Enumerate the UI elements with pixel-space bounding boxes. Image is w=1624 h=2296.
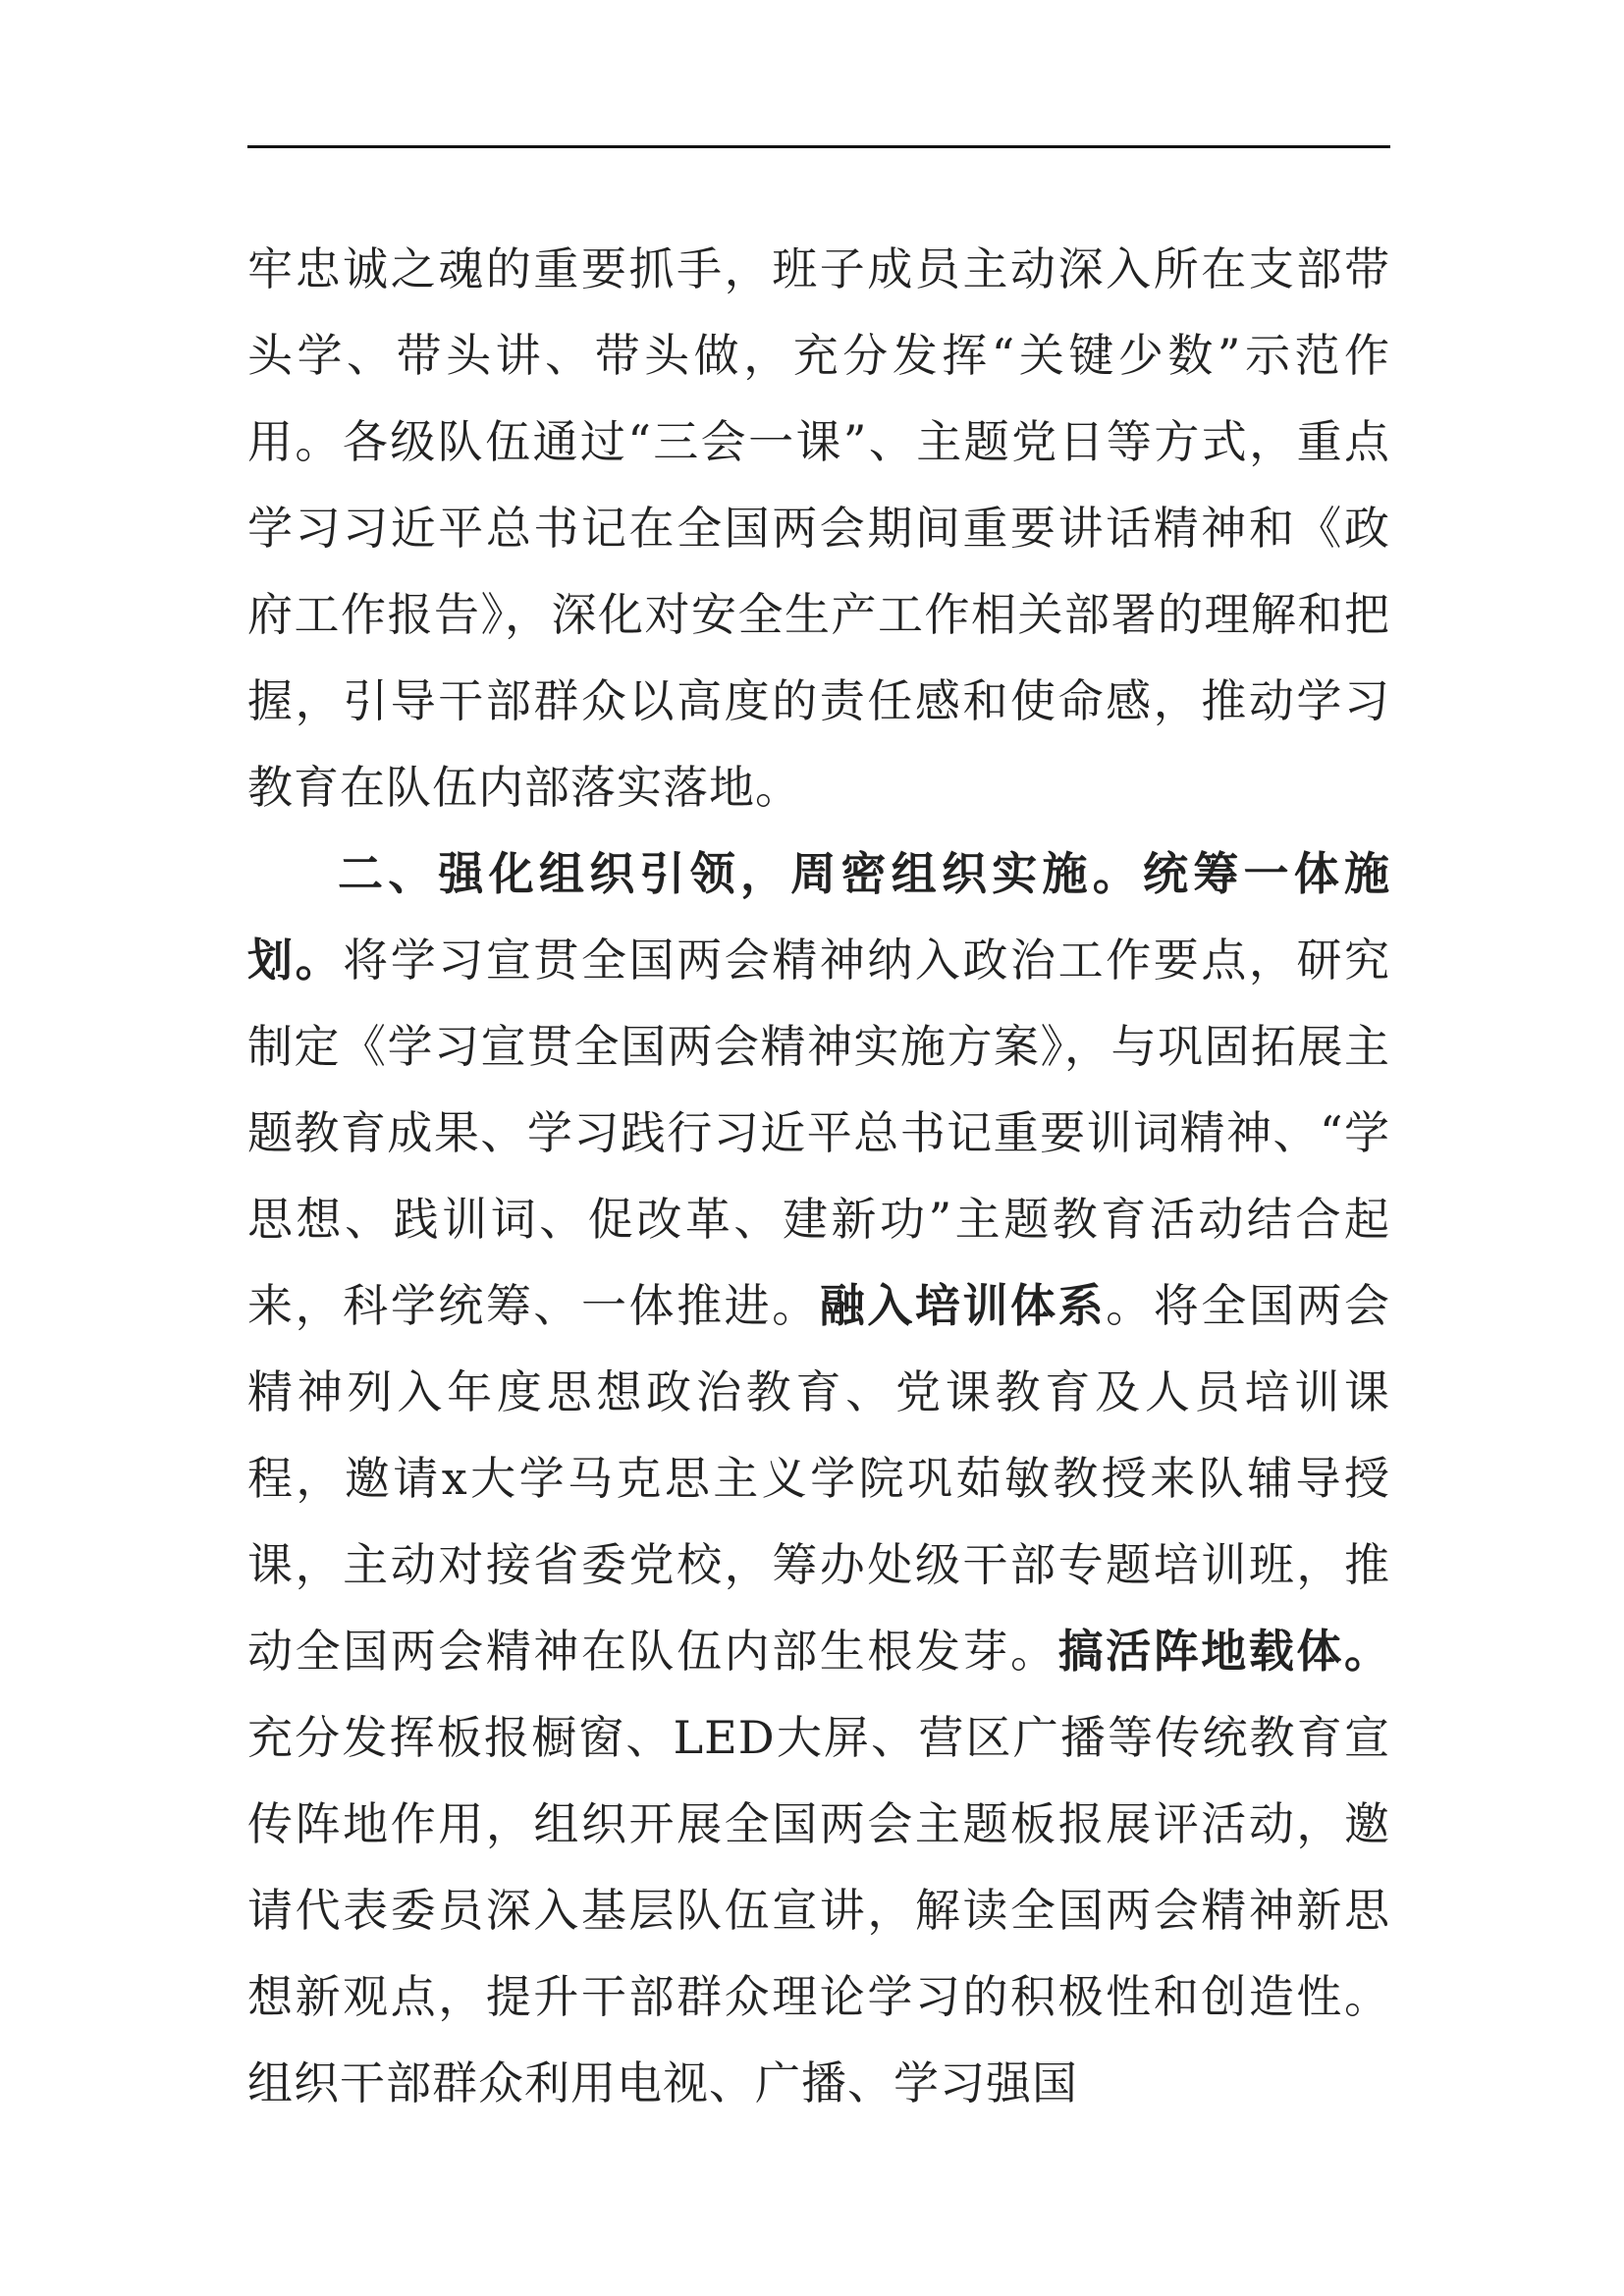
document-body	[247, 226, 1390, 2126]
text-segment: 充分发挥板报橱窗、LED大屏、营区广播等传统教育宣传阵地作用，组织开展全国两会主题板报展评活动，邀请代表委员深入基层队伍宣讲，解读全国两会精神新思想新观点，提升干部群众理论学习的积极性和创造性。组织干部群众利用电视、广播、学习强国	[247, 1711, 1390, 2109]
text-segment: 。将全国两会精神列入年度思想政治教育、党课教育及人员培训课程，邀请x大学马克思主义学院巩茹敏教授来队辅导授课，主动对接省委党校，筹办处级干部专题培训班，推动全国两会精神在队伍内部生根发芽。	[247, 1279, 1391, 1678]
subheading-training: 融入培训体系	[819, 1279, 1107, 1332]
paragraph-section-two	[247, 830, 1390, 2126]
header-rule	[247, 145, 1390, 148]
subheading-platforms: 搞活阵地载体。	[1057, 1625, 1391, 1678]
text-segment: 将学习宣贯全国两会精神纳入政治工作要点，研究制定《学习宣贯全国两会精神实施方案》，与巩固拓展主题教育成果、学习践行习近平总书记重要训词精神、“学思想、践训词、促改革、建新功”主题教育活动结合起来，科学统筹、一体推进。	[247, 934, 1391, 1332]
subheading-planning: 统筹一体施划。	[247, 847, 1390, 987]
text-segment: 牢忠诚之魂的重要抓手，班子成员主动深入所在支部带头学、带头讲、带头做，充分发挥“关键少数”示范作用。各级队伍通过“三会一课”、主题党日等方式，重点学习习近平总书记在全国两会期间重要讲话精神和《政府工作报告》，深化对安全生产工作相关部署的理解和把握，引导干部群众以高度的责任感和使命感，推动学习教育在队伍内部落实落地。	[247, 242, 1390, 814]
paragraph-continuation	[247, 226, 1390, 830]
section-heading: 二、强化组织引领，周密组织实施。	[338, 847, 1143, 900]
